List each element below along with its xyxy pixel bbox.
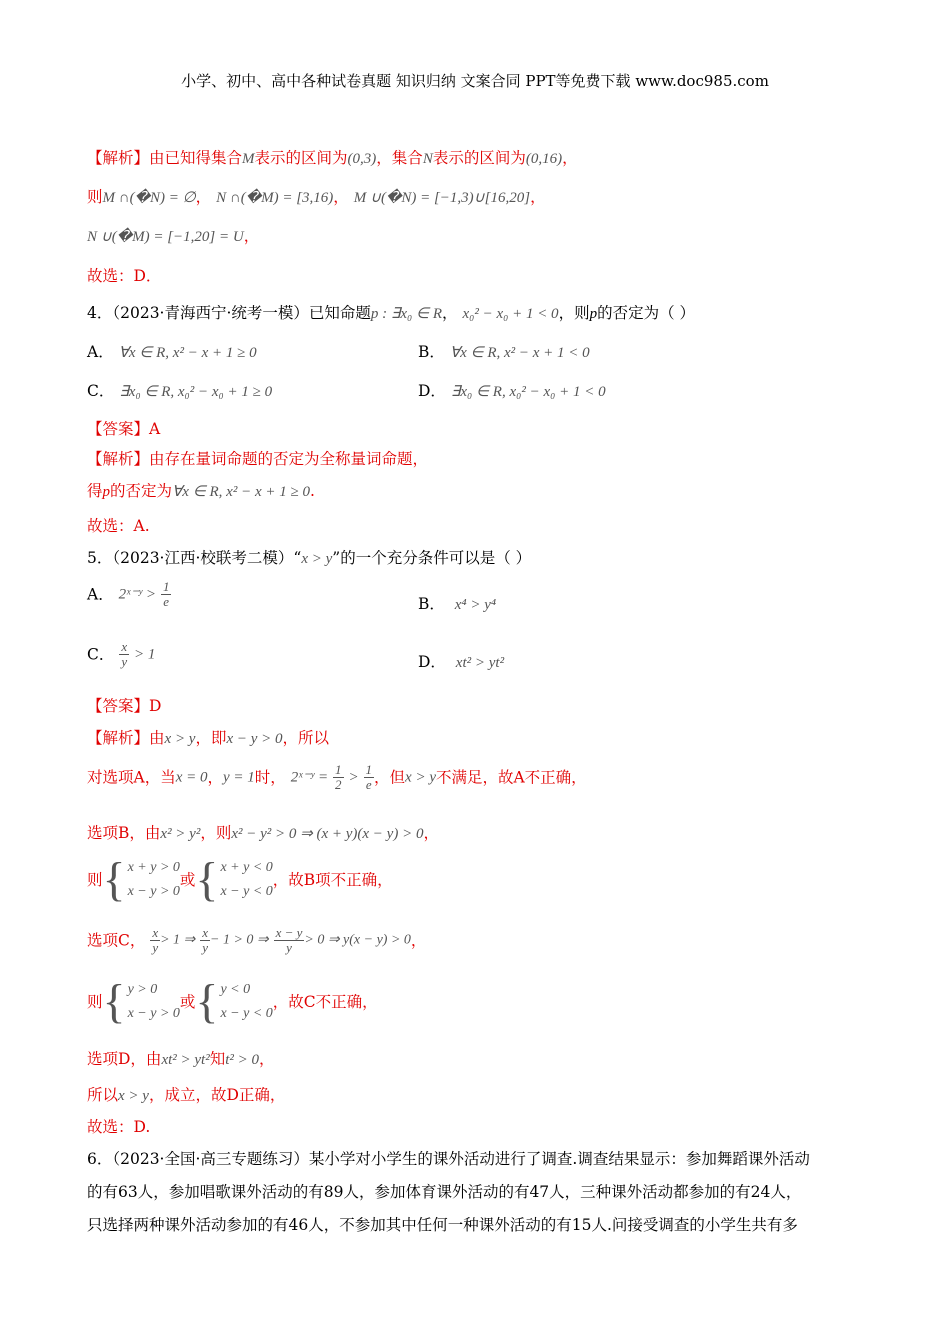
q5-option-a: A． 2ˣ⁻ʸ > $\frac{1}{e}$ [87, 579, 170, 609]
q4-analysis-line2: 得p的否定为∀x ∈ R, x² − x + 1 ≥ 0. [87, 482, 315, 500]
q5-analysis-therefore: 所以x > y，成立，故D正确， [87, 1086, 286, 1104]
left-brace-icon: { [195, 975, 219, 1028]
q5-analysis-line1: 【解析】由x > y，即x − y > 0，所以 [87, 729, 330, 747]
q5-analysis-option-c: 选项C， $\frac{x}{y}$ > 1 ⇒ $\frac{x}{y}$ − 1 > 0 ⇒ $\frac{x - y}{y}$ > 0 ⇒ y(x − y) > 0， [87, 925, 427, 955]
fraction: $\frac{x}{y}$ [121, 639, 128, 669]
q3-analysis-line3: N ∪(�M) = [−1,20] = U， [87, 227, 260, 245]
fraction: $\frac{x - y}{y}$ [275, 925, 303, 955]
q4-conclusion: 故选：A. [87, 517, 150, 535]
q3-conclusion: 故选：D． [87, 267, 162, 285]
q6-stem-line1: 6．（2023·全国·高三专题练习）某小学对小学生的课外活动进行了调查.调查结果显示：参加舞蹈课外活动 [87, 1150, 810, 1168]
q4-option-a: A． ∀x ∈ R, x² − x + 1 ≥ 0 [87, 343, 257, 361]
q6-stem-line2: 的有63人，参加唱歌课外活动的有89人，参加体育课外活动的有47人，三种课外活动都参加的有24人， [87, 1183, 802, 1201]
fraction: $\frac{x}{y}$ [152, 925, 159, 955]
q6-stem-line3: 只选择两种课外活动参加的有46人，不参加其中任何一种课外活动的有15人.问接受调查的小学生共有多 [87, 1216, 798, 1234]
q4-answer: 【答案】A [87, 420, 161, 438]
fraction: $\frac{1}{e}$ [162, 579, 170, 609]
q5-stem: 5．（2023·江西·校联考二模）“x > y”的一个充分条件可以是（ ） [87, 549, 532, 567]
q5-analysis-option-b-system: 则{ x + y > 0 x − y > 0 或{ x + y < 0 x − y < 0 ，故B项不正确， [87, 853, 393, 906]
q4-option-d: D． ∃x₀ ∈ R, x₀² − x₀ + 1 < 0 [418, 382, 606, 400]
fraction: $\frac{x}{y}$ [202, 925, 208, 955]
left-brace-icon: { [102, 853, 126, 906]
analysis-label: 【解析】 [87, 149, 150, 167]
fraction: $\frac{1}{e}$ [365, 762, 373, 792]
q3-analysis-line2: 则M ∩(�N) = ∅， N ∩(�M) = [3,16)， M ∪(�N) = [−1,3)∪[16,20]， [87, 188, 546, 206]
left-brace-icon: { [102, 975, 126, 1028]
left-brace-icon: { [195, 853, 219, 906]
q5-analysis-option-b: 选项B，由x² > y²，则x² − y² > 0 ⇒ (x + y)(x − y) > 0， [87, 824, 439, 842]
q5-option-b: B． x⁴ > y⁴ [418, 595, 497, 613]
q4-option-b: B． ∀x ∈ R, x² − x + 1 < 0 [418, 343, 590, 361]
q5-option-d: D． xt² > yt² [418, 653, 505, 671]
q5-option-c: C． $\frac{x}{y}$ > 1 [87, 639, 156, 669]
q4-analysis-line1: 【解析】由存在量词命题的否定为全称量词命题， [87, 450, 429, 468]
q5-answer: 【答案】D [87, 697, 162, 715]
fraction: $\frac{1}{2}$ [335, 762, 342, 792]
q4-option-c: C． ∃x₀ ∈ R, x₀² − x₀ + 1 ≥ 0 [87, 382, 273, 400]
q5-analysis-option-c-system: 则{ y > 0 x − y > 0 或{ y < 0 x − y < 0 ，故C不正确， [87, 975, 378, 1028]
q3-analysis-line1: 【解析】由已知得集合M表示的区间为(0,3)，集合N表示的区间为(0,16)， [87, 149, 578, 167]
q4-stem: 4．（2023·青海西宁·统考一模）已知命题p : ∃x₀ ∈ R， x₀² − x₀ + 1 < 0，则p的否定为（ ） [87, 304, 696, 322]
q5-conclusion: 故选：D. [87, 1118, 151, 1136]
page-header: 小学、初中、高中各种试卷真题 知识归纳 文案合同 PPT等免费下载 www.doc985.com [181, 72, 769, 90]
q5-analysis-option-a: 对选项A，当x = 0，y = 1时， 2ˣ⁻ʸ = $\frac{1}{2}$ > $\frac{1}{e}$ ，但x > y不满足，故A不正确， [87, 762, 587, 792]
q5-analysis-option-d: 选项D，由xt² > yt²知t² > 0， [87, 1050, 275, 1068]
